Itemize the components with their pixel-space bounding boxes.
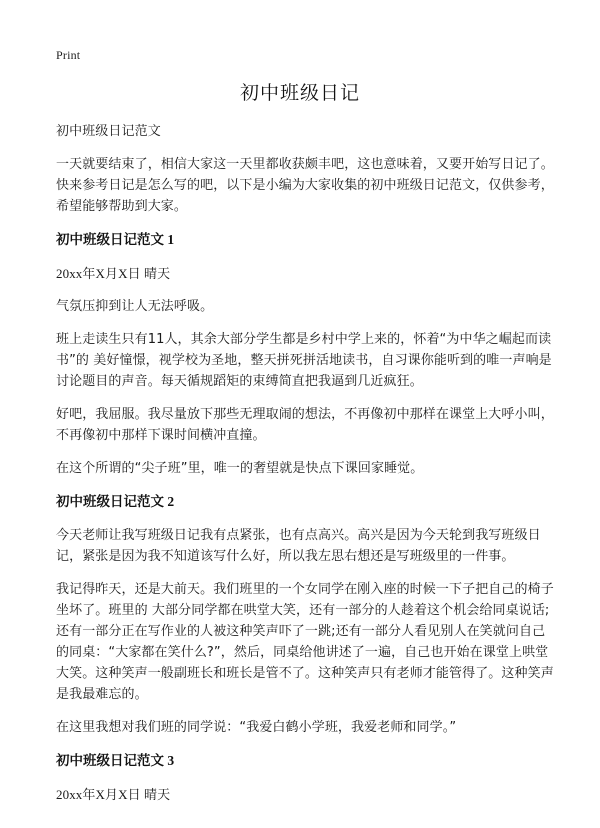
section-3-date: 20xx年X月X日 晴天 [56,787,171,802]
section-heading-1: 初中班级日记范文 1 [56,232,175,247]
section-1-paragraph: 在这个所谓的“尖子班”里，唯一的奢望就是快点下课回家睡觉。 [56,461,424,476]
section-2-paragraph: 今天老师让我写班级日记我有点紧张，也有点高兴。高兴是因为今天轮到我写班级日记，紧张是因为我不知道该写什么好，所以我左思右想还是写班级里的一件事。 [56,528,541,564]
print-label: Print [56,48,81,62]
section-1-paragraph: 班上走读生只有11人，其余大部分学生都是乡村中学上来的，怀着“为中华之崛起而读书”的 美好憧憬，视学校为圣地，整天拼死拼活地读书，自习课你能听到的唯一声响是讨论题目的声音。每天循规蹈矩的束缚简直把我逼到几近疯狂。 [56,332,552,389]
article-subtitle: 初中班级日记范文 [56,124,161,139]
section-1-paragraph: 好吧，我屈服。我尽量放下那些无理取闹的想法，不再像初中那样在课堂上大呼小叫，不再像初中那样下课时间横冲直撞。 [56,407,554,443]
page-title: 初中班级日记 [239,82,360,104]
section-heading-3: 初中班级日记范文 3 [56,753,175,768]
section-heading-2: 初中班级日记范文 2 [56,494,175,509]
section-2-paragraph: 我记得昨天，还是大前天。我们班里的一个女同学在刚入座的时候一下子把自己的椅子坐坏了。班里的 大部分同学都在哄堂大笑，还有一部分的人趁着这个机会给同桌说话;还有一部分正在写作业的人被这种笑声吓了一跳;还有一部分人看见别人在笑就问自己的同桌：“大家都在笑什么?”，然后，同桌给他讲述了一遍，自己也开始在课堂上哄堂大笑。这种笑声一般副班长和班长是管不了。这种笑声只有老师才能管得了。这种笑声是我最难忘的。 [56,582,554,702]
section-1-date: 20xx年X月X日 晴天 [56,266,171,281]
article-body [56,121,556,817]
section-1-paragraph: 气氛压抑到让人无法呼吸。 [56,299,214,314]
section-2-paragraph: 在这里我想对我们班的同学说：“我爱白鹤小学班，我爱老师和同学。” [56,720,457,735]
article-intro: 一天就要结束了，相信大家这一天里都收获颇丰吧，这也意味着，又要开始写日记了。快来参考日记是怎么写的吧，以下是小编为大家收集的初中班级日记范文，仅供参考，希望能够帮助到大家。 [56,157,554,214]
